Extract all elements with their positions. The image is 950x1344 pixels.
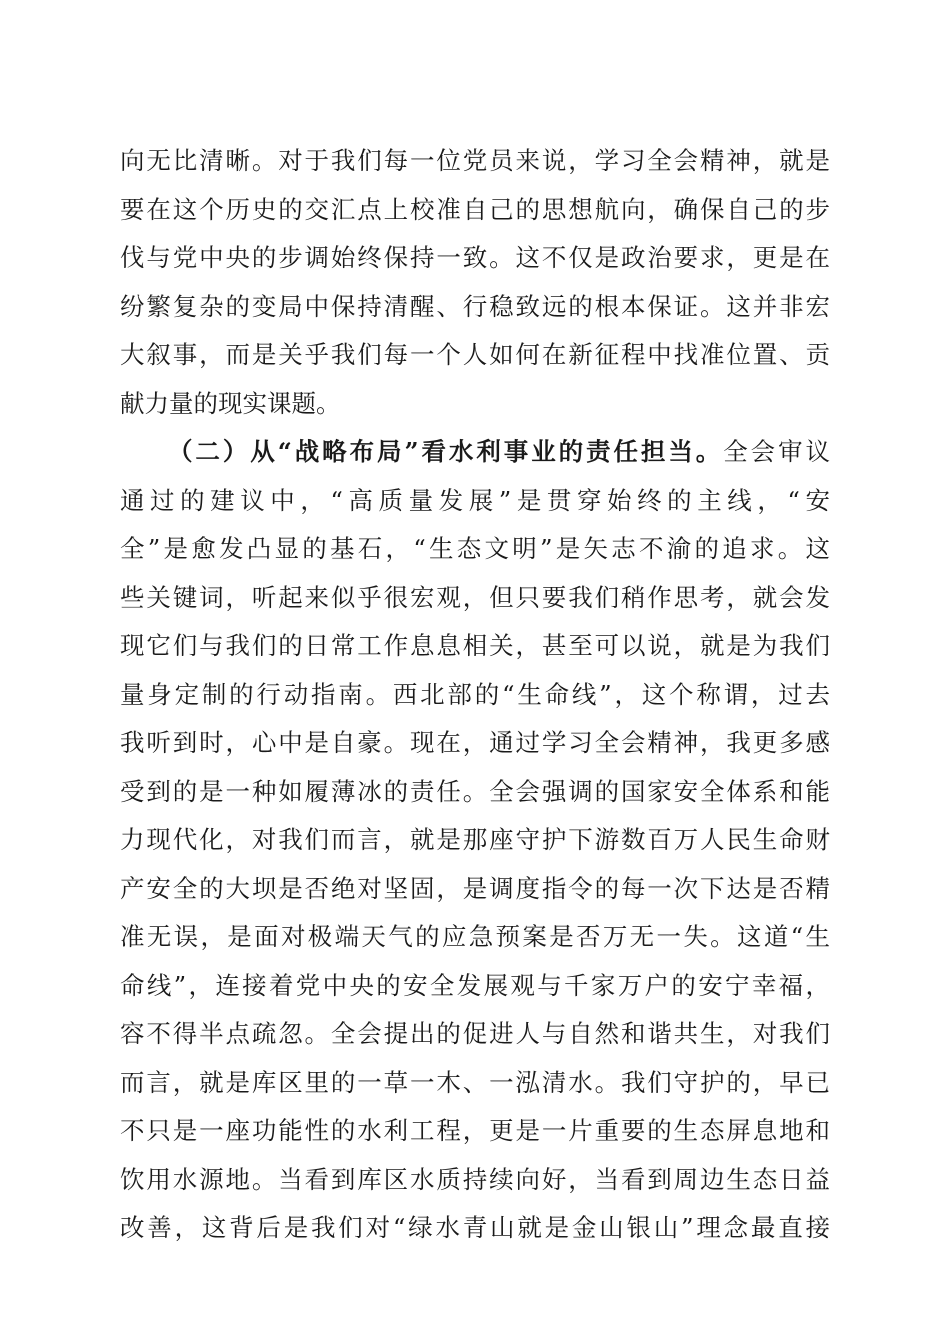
paragraph2-line-1-rest: 全会审议 bbox=[723, 437, 830, 466]
section-heading: （二）从“战略布局”看水利事业的责任担当。 bbox=[168, 437, 724, 466]
paragraph2-line-16: 饮用水源地。当看到库区水质持续向好，当看到周边生态日益 bbox=[120, 1165, 830, 1194]
paragraph2-line-6: 量身定制的行动指南。西北部的“生命线”，这个称谓，过去 bbox=[120, 680, 830, 709]
paragraph2-line-2: 通过的建议中，“高质量发展”是贯穿始终的主线，“安 bbox=[120, 486, 830, 515]
paragraph2-line-10: 产安全的大坝是否绝对坚固，是调度指令的每一次下达是否精 bbox=[120, 874, 830, 903]
paragraph2-line-12: 命线”，连接着党中央的安全发展观与千家万户的安宁幸福， bbox=[120, 971, 830, 1000]
paragraph2-line-4: 些关键词，听起来似乎很宏观，但只要我们稍作思考，就会发 bbox=[120, 583, 830, 612]
paragraph1-line-5: 大叙事，而是关乎我们每一个人如何在新征程中找准位置、贡 bbox=[120, 340, 830, 369]
paragraph2-line-8: 受到的是一种如履薄冰的责任。全会强调的国家安全体系和能 bbox=[120, 777, 830, 806]
paragraph1-line-1: 向无比清晰。对于我们每一位党员来说，学习全会精神，就是 bbox=[120, 146, 830, 175]
paragraph2-line-9: 力现代化，对我们而言，就是那座守护下游数百万人民生命财 bbox=[120, 825, 830, 854]
paragraph1-line-4: 纷繁复杂的变局中保持清醒、行稳致远的根本保证。这并非宏 bbox=[120, 292, 830, 321]
paragraph1-line-3: 伐与党中央的步调始终保持一致。这不仅是政治要求，更是在 bbox=[120, 243, 830, 272]
paragraph2-line-14: 而言，就是库区里的一草一木、一泓清水。我们守护的，早已 bbox=[120, 1068, 830, 1097]
paragraph2-line-13: 容不得半点疏忽。全会提出的促进人与自然和谐共生，对我们 bbox=[120, 1019, 830, 1048]
paragraph2-line-17: 改善，这背后是我们对“绿水青山就是金山银山”理念最直接 bbox=[120, 1213, 830, 1242]
paragraph2-line-3: 全”是愈发凸显的基石，“生态文明”是矢志不渝的追求。这 bbox=[120, 534, 830, 563]
paragraph2-line-5: 现它们与我们的日常工作息息相关，甚至可以说，就是为我们 bbox=[120, 631, 830, 660]
paragraph1-line-6: 献力量的现实课题。 bbox=[120, 389, 341, 418]
paragraph2-line-11: 准无误，是面对极端天气的应急预案是否万无一失。这道“生 bbox=[120, 922, 830, 951]
paragraph2-line-7: 我听到时，心中是自豪。现在，通过学习全会精神，我更多感 bbox=[120, 728, 830, 757]
paragraph1-line-2: 要在这个历史的交汇点上校准自己的思想航向，确保自己的步 bbox=[120, 195, 830, 224]
paragraph2-line-1 bbox=[120, 427, 830, 477]
paragraph2-line-15: 不只是一座功能性的水利工程，更是一片重要的生态屏息地和 bbox=[120, 1116, 830, 1145]
